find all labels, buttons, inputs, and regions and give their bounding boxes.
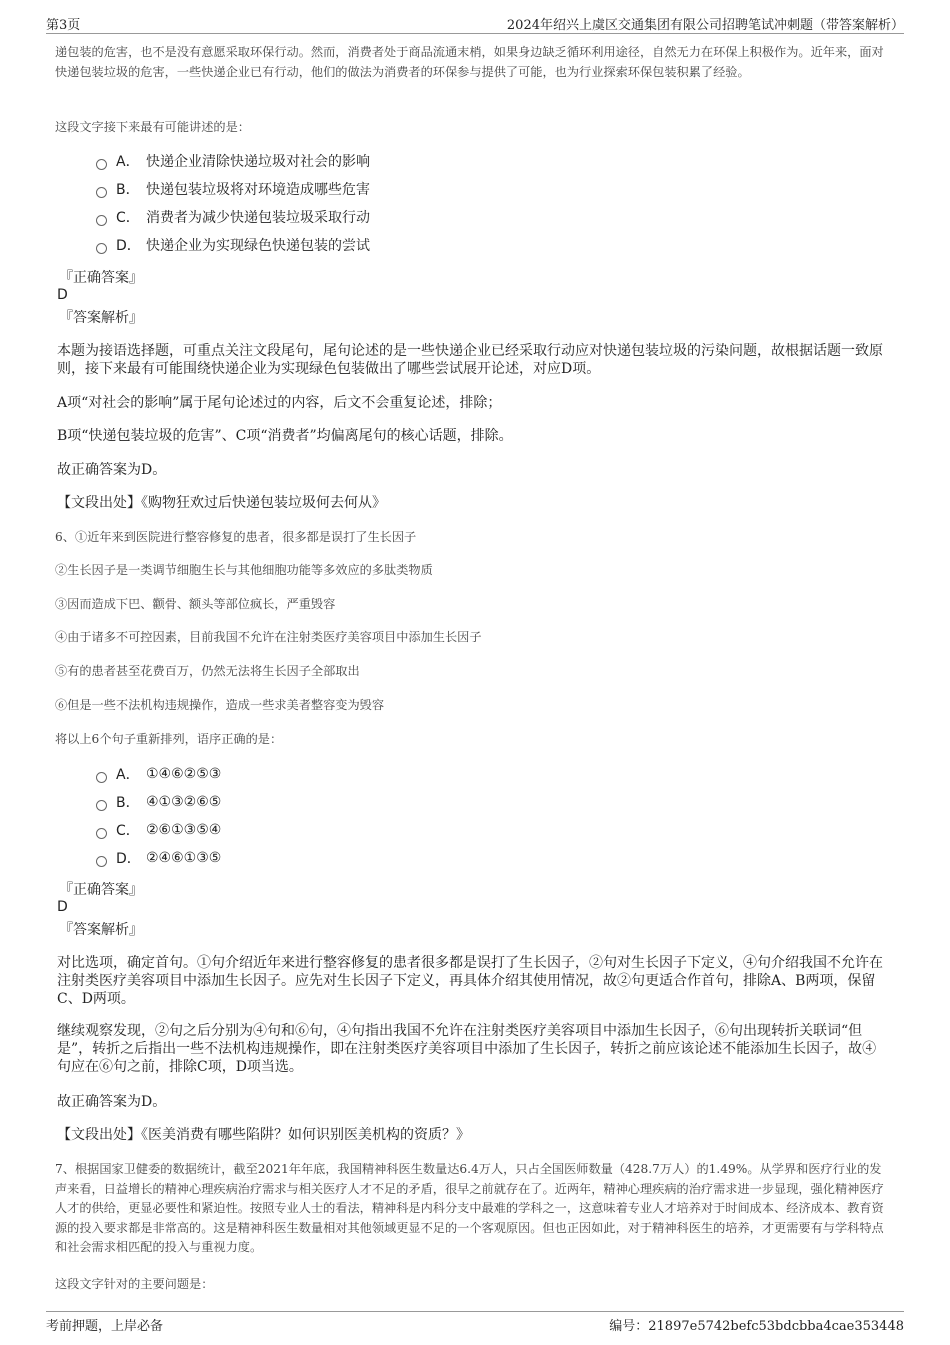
q5-option-d[interactable] bbox=[96, 235, 370, 255]
q6-analysis-paragraph: 故正确答案为D。 bbox=[57, 1094, 167, 1110]
footer-slogan: 考前押题，上岸必备 bbox=[46, 1319, 164, 1334]
option-text: ①④⑥②⑤③ bbox=[146, 766, 222, 782]
radio-icon[interactable] bbox=[96, 187, 107, 198]
q6-answer: D bbox=[57, 899, 68, 915]
radio-icon[interactable] bbox=[96, 856, 107, 867]
q5-analysis-paragraph: 本题为接语选择题，可重点关注文段尾句，尾句论述的是一些快递企业已经采取行动应对快递包装垃圾的污染问题，故根据话题一致原则，接下来最有可能围绕快递企业为实现绿色包装做出了哪些尝试展开论述，对应D项。 bbox=[57, 343, 883, 377]
q5-answer-label: 『正确答案』 bbox=[59, 270, 143, 286]
q5-option-c[interactable] bbox=[96, 207, 370, 227]
q6-analysis-paragraph: 对比选项，确定首句。①句介绍近年来进行整容修复的患者很多都是误打了生长因子，②句对生长因子下定义，④句介绍我国不允许在注射类医疗美容项目中添加生长因子。应先对生长因子下定义，再具体介绍其使用情况，故②句更适合作首句，排除A、B两项，保留C、D两项。 bbox=[57, 955, 883, 1007]
q6-sentence: 6、①近年来到医院进行整容修复的患者，很多都是误打了生长因子 bbox=[55, 530, 417, 544]
page-number: 第3页 bbox=[46, 18, 81, 33]
radio-icon[interactable] bbox=[96, 772, 107, 783]
option-letter: B． bbox=[116, 795, 140, 811]
q6-sentence: ⑥但是一些不法机构违规操作，造成一些求美者整容变为毁容 bbox=[55, 698, 385, 712]
q7-passage: 7、根据国家卫健委的数据统计，截至2021年年底，我国精神科医生数量达6.4万人，只占全国医师数量（428.7万人）的1.49%。从学界和医疗行业的发声来看，日益增长的精神心理疾病治疗需求与相关医疗人才不足的矛盾，很早之前就存在了。近两年，精神心理疾病的治疗需求进一步显现，强化精神医疗人才的供给，更显必要性和紧迫性。按照专业人士的看法，精神科是内科分支中最难的学科之一，这意味着专业人才培养对于时间成本、经济成本、教育资源的投入要求都是非常高的。这是精神科医生数量相对其他领域更显不足的一个客观原因。但也正因如此，对于精神科医生的培养，才更需要有与学科特点和社会需求相匹配的投入与重视力度。 bbox=[55, 1162, 884, 1254]
q6-sentence: ③因而造成下巴、颧骨、额头等部位疯长，严重毁容 bbox=[55, 597, 336, 611]
option-text: ④①③②⑥⑤ bbox=[146, 794, 222, 810]
q7-question: 这段文字针对的主要问题是： bbox=[55, 1277, 214, 1291]
document-code: 编号：21897e5742befc53bdcbba4cae353448 bbox=[609, 1319, 904, 1334]
option-text: ②⑥①③⑤④ bbox=[146, 822, 222, 838]
footer-divider bbox=[46, 1311, 904, 1312]
option-letter: C． bbox=[116, 823, 140, 839]
radio-icon[interactable] bbox=[96, 159, 107, 170]
q5-analysis-paragraph: B项“快递包装垃圾的危害”、C项“消费者”均偏离尾句的核心话题，排除。 bbox=[57, 428, 513, 444]
option-text: 消费者为减少快递包装垃圾采取行动 bbox=[146, 210, 370, 226]
option-text: 快递企业为实现绿色快递包装的尝试 bbox=[146, 238, 370, 254]
q5-source: 【文段出处】《购物狂欢过后快递包装垃圾何去何从》 bbox=[57, 495, 386, 511]
radio-icon[interactable] bbox=[96, 800, 107, 811]
q6-sentence: ④由于诸多不可控因素，目前我国不允许在注射类医疗美容项目中添加生长因子 bbox=[55, 630, 482, 644]
option-letter: A． bbox=[116, 767, 140, 783]
radio-icon[interactable] bbox=[96, 828, 107, 839]
option-letter: C． bbox=[116, 210, 140, 226]
header-divider bbox=[46, 33, 904, 34]
q5-answer: D bbox=[57, 287, 68, 303]
q6-analysis-paragraph: 继续观察发现，②句之后分别为④句和⑥句，④句指出我国不允许在注射类医疗美容项目中添加生长因子，⑥句出现转折关联词“但是”，转折之后指出一些不法机构违规操作，即在注射类医疗美容项目中添加了生长因子，转折之前应该论述不能添加生长因子，故④句应在⑥句之前，排除C项，D项当选。 bbox=[57, 1023, 877, 1075]
q5-option-b[interactable] bbox=[96, 179, 370, 199]
option-text: 快递企业清除快递垃圾对社会的影响 bbox=[146, 154, 370, 170]
option-text: ②④⑥①③⑤ bbox=[146, 850, 222, 866]
option-letter: B． bbox=[116, 182, 140, 198]
q6-option-b[interactable] bbox=[96, 792, 221, 812]
document-title: 2024年绍兴上虞区交通集团有限公司招聘笔试冲刺题（带答案解析） bbox=[506, 18, 904, 33]
option-letter: A． bbox=[116, 154, 140, 170]
q6-source: 【文段出处】《医美消费有哪些陷阱？如何识别医美机构的资质？》 bbox=[57, 1127, 470, 1143]
q6-option-d[interactable] bbox=[96, 848, 221, 868]
q6-option-c[interactable] bbox=[96, 820, 221, 840]
q6-sentence: ②生长因子是一类调节细胞生长与其他细胞功能等多效应的多肽类物质 bbox=[55, 563, 433, 577]
q5-passage: 递包装的危害，也不是没有意愿采取环保行动。然而，消费者处于商品流通末梢，如果身边缺乏循环利用途径，自然无力在环保上积极作为。近年来，面对快递包装垃圾的危害，一些快递企业已有行动，他们的做法为消费者的环保参与提供了可能，也为行业探索环保包装积累了经验。 bbox=[55, 45, 884, 79]
option-letter: D． bbox=[116, 238, 141, 254]
q5-question: 这段文字接下来最有可能讲述的是： bbox=[55, 120, 250, 134]
q6-analysis-label: 『答案解析』 bbox=[59, 922, 143, 938]
option-text: 快递包装垃圾将对环境造成哪些危害 bbox=[146, 182, 370, 198]
q6-question: 将以上6个句子重新排列，语序正确的是： bbox=[55, 732, 283, 746]
q5-analysis-label: 『答案解析』 bbox=[59, 310, 143, 326]
option-letter: D． bbox=[116, 851, 141, 867]
q5-analysis-paragraph: A项“对社会的影响”属于尾句论述过的内容，后文不会重复论述，排除； bbox=[57, 395, 502, 411]
q6-option-a[interactable] bbox=[96, 764, 221, 784]
q6-answer-label: 『正确答案』 bbox=[59, 882, 143, 898]
q6-sentence: ⑤有的患者甚至花费百万，仍然无法将生长因子全部取出 bbox=[55, 664, 360, 678]
q5-analysis-paragraph: 故正确答案为D。 bbox=[57, 462, 167, 478]
radio-icon[interactable] bbox=[96, 215, 107, 226]
radio-icon[interactable] bbox=[96, 243, 107, 254]
q5-option-a[interactable] bbox=[96, 151, 370, 171]
